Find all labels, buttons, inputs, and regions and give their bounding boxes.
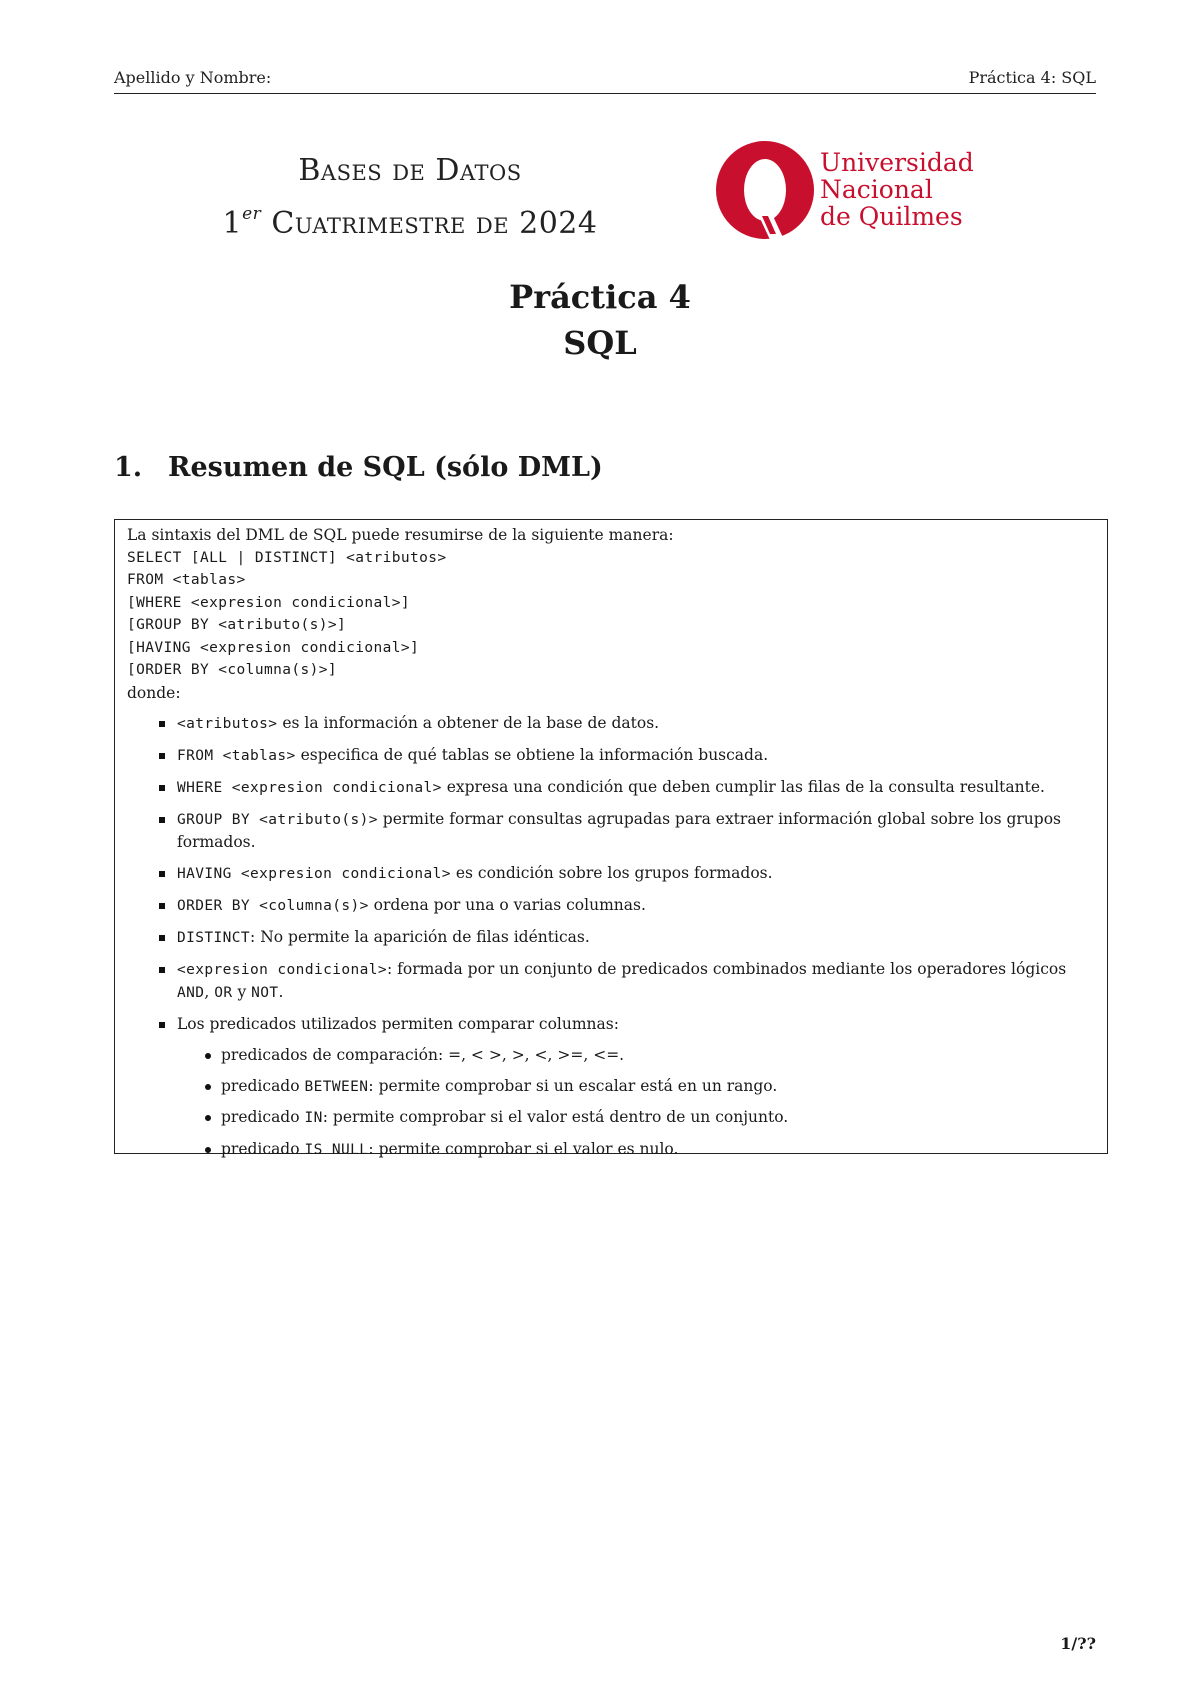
item-text: permite formar consultas agrupadas para extraer información global sobre los grupos formados. bbox=[177, 809, 1061, 852]
course-name: Bases de Datos bbox=[298, 153, 522, 188]
predicate-item bbox=[177, 1138, 1095, 1162]
predicate-label: predicado bbox=[221, 1140, 305, 1159]
separator: y bbox=[232, 983, 252, 1002]
university-logo bbox=[712, 136, 980, 246]
syntax-line: FROM <tablas> bbox=[127, 572, 246, 588]
list-item bbox=[127, 776, 1095, 800]
page-number: 1/?? bbox=[1060, 1634, 1096, 1653]
title-line-2: SQL bbox=[563, 324, 637, 362]
item-code: FROM <tablas> bbox=[177, 747, 296, 764]
item-text: especifica de qué tablas se obtiene la información buscada. bbox=[295, 745, 769, 764]
item-text: es la información a obtener de la base de datos. bbox=[277, 714, 660, 732]
syntax-line: [HAVING <expresion condicional>] bbox=[127, 639, 420, 656]
predicate-text: : permite comprobar si el valor es nulo. bbox=[368, 1140, 679, 1159]
sql-summary-box bbox=[114, 519, 1108, 1159]
section-heading bbox=[114, 452, 603, 483]
syntax-block bbox=[127, 547, 1095, 682]
term-number: 1 bbox=[222, 206, 243, 241]
syntax-line: SELECT [ALL | DISTINCT] <atributos> bbox=[127, 549, 447, 566]
item-end: . bbox=[278, 983, 284, 1002]
item-text: expresa una condición que deben cumplir las filas de la consulta resultante. bbox=[441, 777, 1045, 796]
list-item bbox=[127, 926, 1095, 950]
list-item bbox=[127, 744, 1095, 768]
running-header bbox=[114, 68, 1096, 87]
item-code: GROUP BY <atributo(s)> bbox=[177, 811, 378, 828]
list-item bbox=[127, 808, 1095, 854]
logo-line-2: Nacional bbox=[820, 175, 933, 204]
logo-line-1: Universidad bbox=[820, 148, 974, 177]
summary-intro: La sintaxis del DML de SQL puede resumirse de la siguiente manera: bbox=[127, 526, 674, 544]
logo-line-3: de Quilmes bbox=[820, 202, 963, 231]
section-title: Resumen de SQL (sólo DML) bbox=[168, 452, 603, 483]
item-code: HAVING <expresion condicional> bbox=[177, 866, 451, 883]
predicate-item bbox=[177, 1075, 1095, 1099]
course-term bbox=[150, 194, 670, 247]
predicate-code: BETWEEN bbox=[304, 1078, 369, 1095]
section-number: 1. bbox=[114, 452, 143, 483]
item-code: ORDER BY <columna(s)> bbox=[177, 897, 369, 914]
item-text: : formada por un conjunto de predicados combinados mediante los operadores lógicos bbox=[386, 959, 1067, 978]
syntax-line: [ORDER BY <columna(s)>] bbox=[127, 662, 337, 678]
item-code: DISTINCT bbox=[177, 929, 251, 946]
item-code: <expresion condicional> bbox=[177, 961, 387, 978]
running-title: Práctica 4: SQL bbox=[968, 68, 1096, 87]
syntax-line: [WHERE <expresion condicional>] bbox=[127, 594, 411, 611]
item-text: es condición sobre los grupos formados. bbox=[450, 864, 773, 883]
operator-or: OR bbox=[214, 985, 233, 1002]
list-item bbox=[127, 862, 1095, 886]
item-text: ordena por una o varias columnas. bbox=[368, 895, 646, 914]
predicate-item bbox=[177, 1106, 1095, 1130]
item-text: : No permite la aparición de filas idénticas. bbox=[250, 927, 590, 946]
quilmes-q-icon bbox=[712, 136, 980, 246]
term-ordinal: er bbox=[242, 204, 262, 224]
predicate-item bbox=[177, 1044, 1095, 1067]
predicate-text: : permite comprobar si el valor está dentro de un conjunto. bbox=[322, 1108, 789, 1127]
syntax-line: [GROUP BY <atributo(s)>] bbox=[127, 617, 347, 633]
predicates-intro: Los predicados utilizados permiten comparar columnas: bbox=[177, 1015, 619, 1034]
predicate-label: predicado bbox=[221, 1108, 305, 1127]
predicate-label: predicado bbox=[221, 1076, 305, 1095]
list-item bbox=[127, 712, 1095, 736]
predicate-label: predicados de comparación: bbox=[221, 1045, 449, 1064]
list-item bbox=[127, 958, 1095, 1005]
practice-title bbox=[0, 274, 1200, 366]
header-rule bbox=[114, 93, 1096, 94]
title-line-1: Práctica 4 bbox=[509, 278, 691, 316]
term-text: Cuatrimestre de 2024 bbox=[271, 206, 598, 241]
where-label: donde: bbox=[127, 683, 181, 702]
list-item bbox=[127, 894, 1095, 918]
predicate-list bbox=[177, 1044, 1095, 1162]
predicate-text: : permite comprobar si un escalar está en un rango. bbox=[368, 1076, 778, 1095]
list-item bbox=[127, 1013, 1095, 1162]
item-code: WHERE <expresion condicional> bbox=[177, 779, 442, 796]
operator-and: AND bbox=[177, 985, 205, 1002]
course-heading bbox=[150, 148, 670, 247]
item-code: <atributos> bbox=[177, 716, 278, 732]
predicate-code: IN bbox=[304, 1110, 323, 1127]
student-name-label: Apellido y Nombre: bbox=[114, 68, 272, 87]
predicate-code: IS NULL bbox=[304, 1142, 369, 1159]
operator-not: NOT bbox=[251, 985, 279, 1002]
separator: , bbox=[204, 983, 215, 1002]
clause-list bbox=[127, 712, 1095, 1162]
predicate-text: =, < >, >, <, >=, <=. bbox=[448, 1045, 625, 1064]
